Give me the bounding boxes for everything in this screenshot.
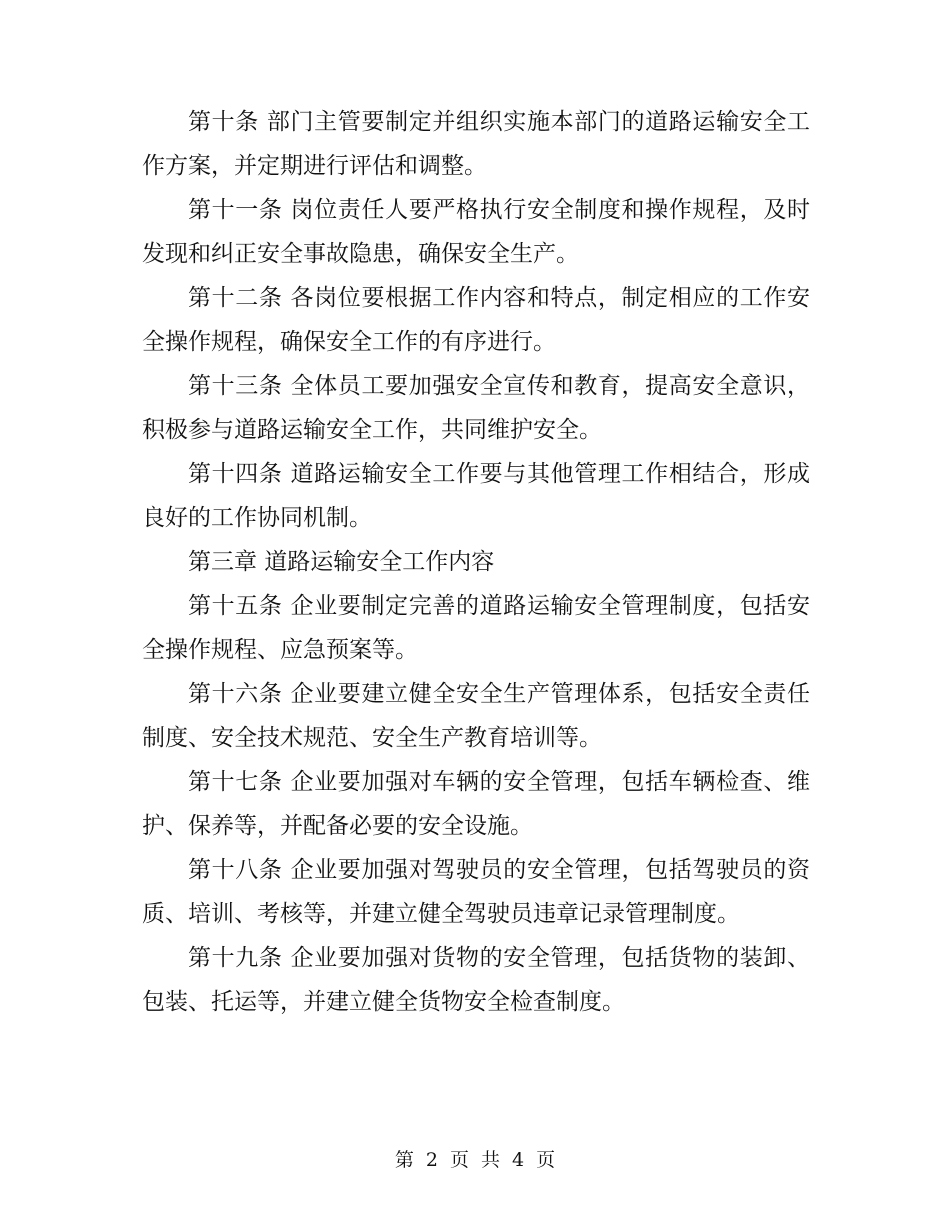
paragraph-article-13: 第十三条 全体员工要加强安全宣传和教育，提高安全意识，积极参与道路运输安全工作，共同维护安全。 xyxy=(142,373,810,443)
paragraph-article-11: 第十一条 岗位责任人要严格执行安全制度和操作规程，及时发现和纠正安全事故隐患，确保安全生产。 xyxy=(142,197,810,267)
paragraph-article-14: 第十四条 道路运输安全工作要与其他管理工作相结合，形成良好的工作协同机制。 xyxy=(142,461,810,531)
document-body xyxy=(142,100,810,1024)
paragraph-article-10: 第十条 部门主管要制定并组织实施本部门的道路运输安全工作方案，并定期进行评估和调整。 xyxy=(142,109,810,179)
paragraph-article-16: 第十六条 企业要建立健全安全生产管理体系，包括安全责任制度、安全技术规范、安全生产教育培训等。 xyxy=(142,681,810,751)
chapter-heading-3: 第三章 道路运输安全工作内容 xyxy=(188,549,495,575)
paragraph-article-15: 第十五条 企业要制定完善的道路运输安全管理制度，包括安全操作规程、应急预案等。 xyxy=(142,593,810,663)
paragraph-article-17: 第十七条 企业要加强对车辆的安全管理，包括车辆检查、维护、保养等，并配备必要的安全设施。 xyxy=(142,769,810,839)
paragraph-article-12: 第十二条 各岗位要根据工作内容和特点，制定相应的工作安全操作规程，确保安全工作的有序进行。 xyxy=(142,285,810,355)
page-number-footer: 第 2 页 共 4 页 xyxy=(394,1149,556,1171)
paragraph-article-18: 第十八条 企业要加强对驾驶员的安全管理，包括驾驶员的资质、培训、考核等，并建立健全驾驶员违章记录管理制度。 xyxy=(142,857,810,927)
paragraph-article-19: 第十九条 企业要加强对货物的安全管理，包括货物的装卸、包装、托运等，并建立健全货物安全检查制度。 xyxy=(142,945,810,1015)
